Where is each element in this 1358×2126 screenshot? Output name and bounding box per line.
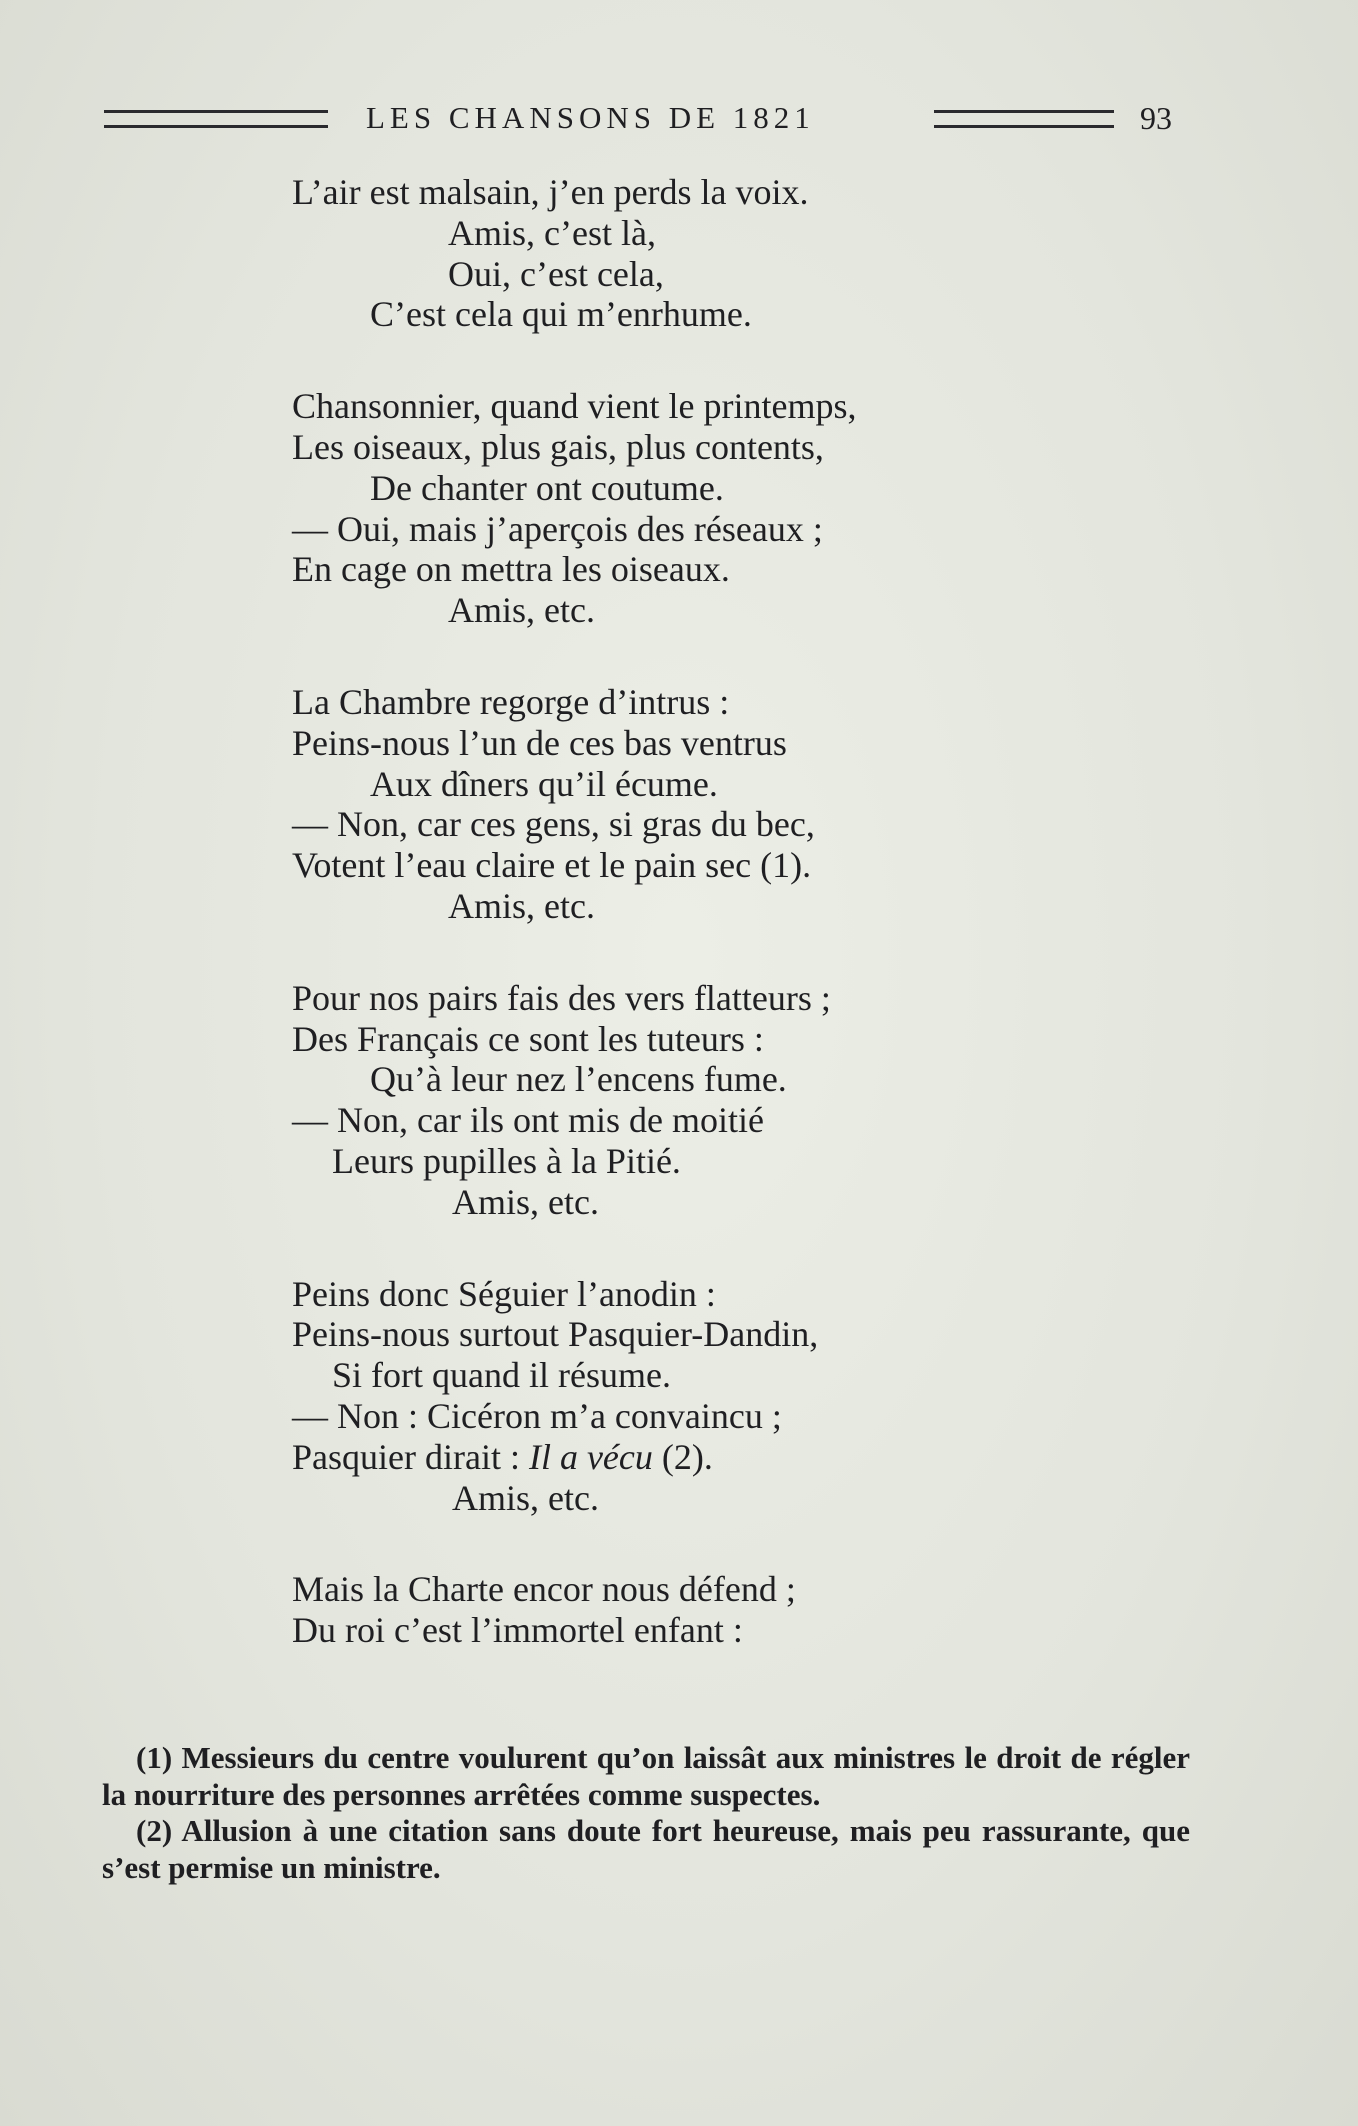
footnotes [102,1740,1190,1886]
double-rule-left [104,110,328,128]
verse-line: Les oiseaux, plus gais, plus contents, [292,426,824,467]
verse-line: Des Français ce sont les tuteurs : [292,1018,764,1059]
verse-line: Votent l’eau claire et le pain sec (1). [292,845,812,886]
refrain-line: Amis, etc. [452,1477,599,1518]
verse-line: Peins-nous l’un de ces bas ventrus [292,722,787,763]
verse-line: — Non : Cicéron m’a convaincu ; [292,1395,782,1436]
verse-line: Pour nos pairs fais des vers flatteurs ; [292,977,831,1018]
refrain-line: Amis, etc. [452,1181,599,1222]
verse-line: De chanter ont coutume. [370,467,724,508]
footnote-2: (2) Allusion à une citation sans doute fort heureuse, mais peu rassurante, que s’est permise un ministre. [102,1813,1190,1885]
verse-line: — Oui, mais j’aperçois des réseaux ; [292,508,823,549]
verse-line: Qu’à leur nez l’encens fume. [370,1059,787,1100]
verse-line: Oui, c’est cela, [448,253,664,294]
verse-line: Chansonnier, quand vient le printemps, [292,386,857,427]
verse-line: L’air est malsain, j’en perds la voix. [292,172,809,212]
verse-line: En cage on mettra les oiseaux. [292,549,730,590]
verse-line: La Chambre regorge d’intrus : [292,681,730,722]
running-head [104,96,1184,140]
verse-text: Pasquier dirait : [292,1436,529,1477]
footnote-1: (1) Messieurs du centre voulurent qu’on laissât aux ministres le droit de régler la nourriture des personnes arrêtées comme suspectes. [102,1740,1190,1812]
verse-line: Du roi c’est l’immortel enfant : [292,1610,743,1651]
verse-line: — Non, car ils ont mis de moitié [292,1100,764,1141]
italic-quote: Il a vécu [528,1436,653,1477]
verse-line: Peins-nous surtout Pasquier-Dandin, [292,1314,819,1355]
poem [292,172,1052,1651]
verse-line: Leurs pupilles à la Pitié. [332,1140,681,1181]
verse-line: Amis, c’est là, [448,212,656,253]
page-number: 93 [1140,100,1172,136]
verse-line: Si fort quand il résume. [332,1355,671,1396]
verse-line: Peins donc Séguier l’anodin : [292,1273,716,1314]
footnote-ref: (2). [652,1436,713,1477]
verse-line: C’est cela qui m’enrhume. [370,294,752,335]
verse-line: — Non, car ces gens, si gras du bec, [292,804,815,845]
refrain-line: Amis, etc. [448,885,595,926]
running-title: LES CHANSONS DE 1821 [366,100,815,135]
verse-line: Aux dîners qu’il écume. [370,763,718,804]
verse-line [292,1437,1052,1478]
verse-line: Mais la Charte encor nous défend ; [292,1569,796,1610]
double-rule-right [934,110,1114,128]
refrain-line: Amis, etc. [448,590,595,631]
